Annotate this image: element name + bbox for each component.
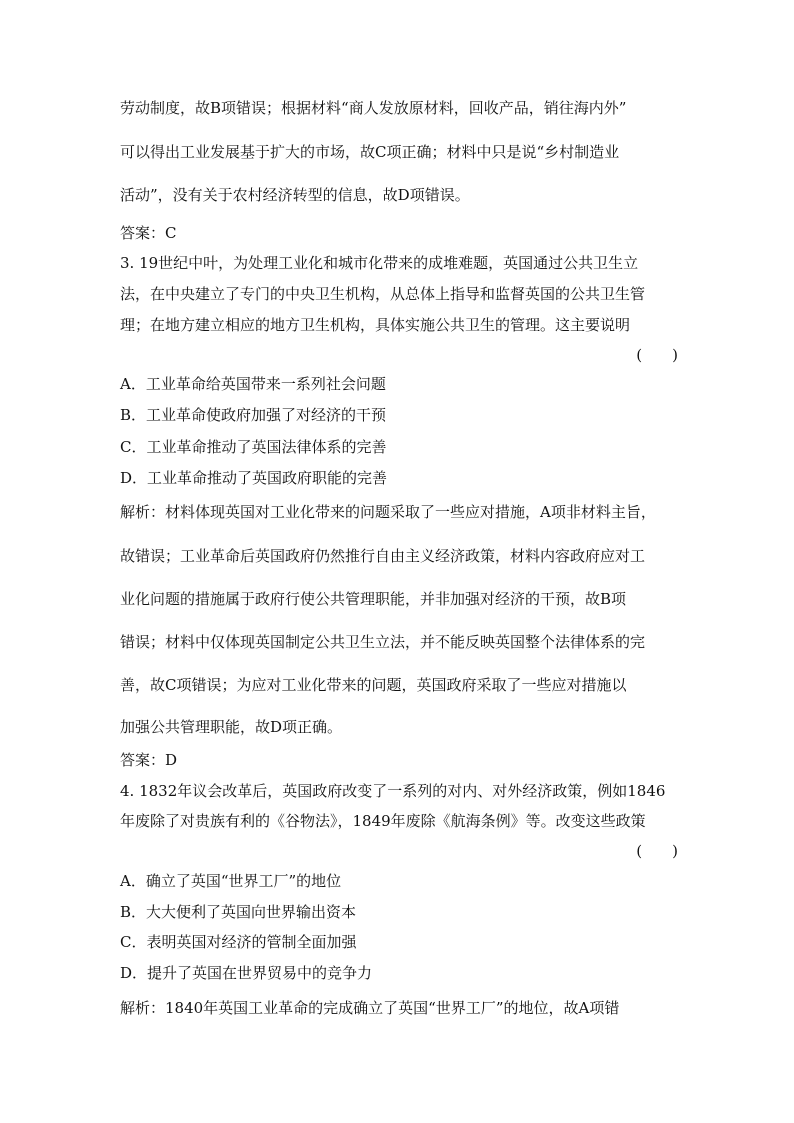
q4-stem-line-2: 年废除了对贵族有利的《谷物法》，1849年废除《航海条例》等。改变这些政策 bbox=[120, 812, 646, 830]
q4-option-c: C．表明英国对经济的管制全面加强 bbox=[120, 933, 357, 951]
q4-option-b: B．大大便利了英国向世界输出资本 bbox=[120, 903, 357, 921]
q3-answer-blank: ( ) bbox=[636, 346, 678, 364]
q3-option-b: B．工业革命使政府加强了对经济的干预 bbox=[120, 406, 387, 424]
q3-explanation-line-2: 故错误；工业革命后英国政府仍然推行自由主义经济政策，材料内容政府应对工 bbox=[120, 547, 646, 565]
q4-option-d: D．提升了英国在世界贸易中的竞争力 bbox=[120, 964, 373, 982]
q2-explanation-line-1: 劳动制度，故B项错误；根据材料“商人发放原材料，回收产品，销往海内外” bbox=[120, 99, 627, 117]
q3-stem-line-2: 法，在中央建立了专门的中央卫生机构，从总体上指导和监督英国的公共卫生管 bbox=[120, 285, 646, 303]
q3-option-d: D．工业革命推动了英国政府职能的完善 bbox=[120, 469, 388, 487]
q3-explanation-line-4: 错误；材料中仅体现英国制定公共卫生立法，并不能反映英国整个法律体系的完 bbox=[120, 633, 646, 651]
q2-explanation-line-2: 可以得出工业发展基于扩大的市场，故C项正确；材料中只是说“乡村制造业 bbox=[120, 143, 620, 161]
q3-explanation-line-3: 业化问题的措施属于政府行使公共管理职能，并非加强对经济的干预，故B项 bbox=[120, 590, 627, 608]
q4-option-a: A．确立了英国“世界工厂”的地位 bbox=[120, 872, 342, 890]
q4-stem-line-1: 4. 1832年议会改革后，英国政府改变了一系列的对内、对外经济政策，例如1846 bbox=[120, 782, 666, 800]
q3-explanation-line-5: 善，故C项错误；为应对工业化带来的问题，英国政府采取了一些应对措施以 bbox=[120, 676, 627, 694]
q3-option-c: C．工业革命推动了英国法律体系的完善 bbox=[120, 438, 387, 456]
q3-explanation-line-1: 解析：材料体现英国对工业化带来的问题采取了一些应对措施，A项非材料主旨， bbox=[120, 503, 656, 521]
q2-explanation-line-3: 活动”，没有关于农村经济转型的信息，故D项错误。 bbox=[120, 186, 470, 204]
q3-option-a: A．工业革命给英国带来一系列社会问题 bbox=[120, 375, 386, 393]
q3-explanation-line-6: 加强公共管理职能，故D项正确。 bbox=[120, 718, 343, 736]
q4-explanation-line-1: 解析：1840年英国工业革命的完成确立了英国“世界工厂”的地位，故A项错 bbox=[120, 999, 620, 1017]
q3-stem-line-1: 3. 19世纪中叶，为处理工业化和城市化带来的成堆难题，英国通过公共卫生立 bbox=[120, 254, 639, 272]
q3-answer: 答案：D bbox=[120, 751, 178, 769]
q2-answer: 答案：C bbox=[120, 224, 177, 242]
q4-answer-blank: ( ) bbox=[636, 842, 678, 860]
q3-stem-line-3: 理；在地方建立相应的地方卫生机构，具体实施公共卫生的管理。这主要说明 bbox=[120, 316, 631, 334]
